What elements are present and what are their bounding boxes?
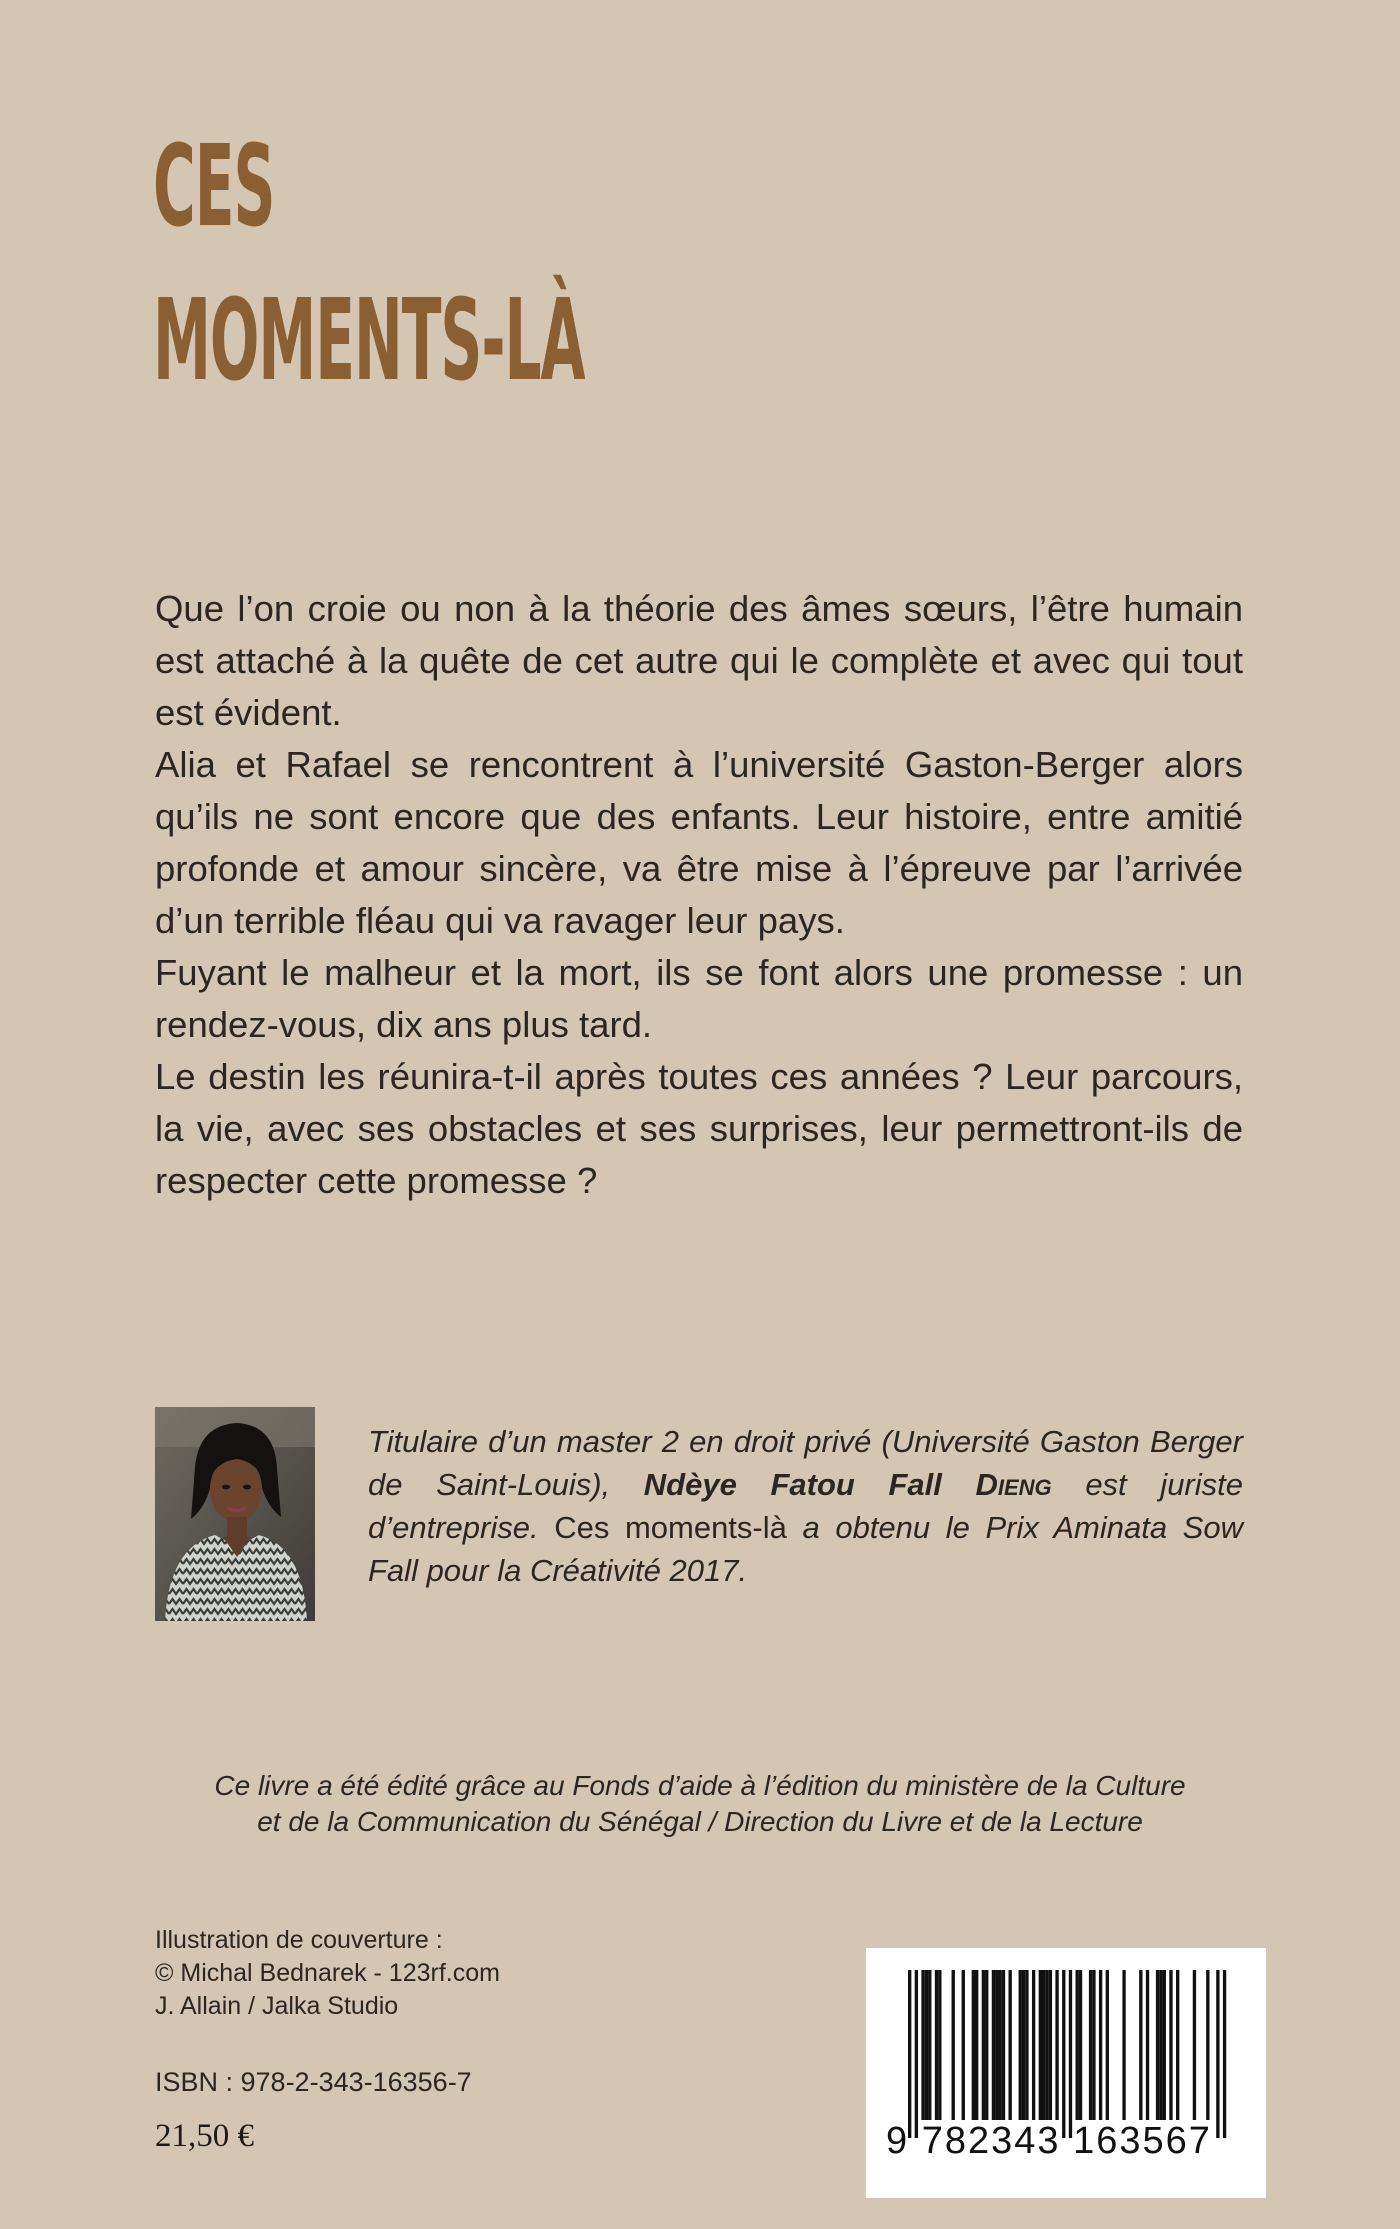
barcode-bar	[1216, 1970, 1219, 2138]
barcode-digits	[886, 2120, 1258, 2162]
barcode-bar	[938, 1970, 941, 2120]
barcode-bar	[985, 1970, 988, 2120]
book-title-line-1: CES	[153, 122, 275, 252]
barcode-bar	[1099, 1970, 1102, 2120]
barcode-bar	[1076, 1970, 1079, 2120]
barcode-bar	[972, 1970, 975, 2120]
author-bio-suffix: a obtenu le Prix Aminata Sow Fall pour la Créativité 2017.	[368, 1510, 1243, 1588]
author-photo	[155, 1407, 315, 1621]
barcode-bar	[1092, 1970, 1095, 2120]
author-bio-middle: est juriste d’entreprise.	[368, 1467, 1243, 1545]
author-bio	[368, 1420, 1243, 1592]
barcode-bar	[935, 1970, 938, 2120]
barcode	[866, 1948, 1266, 2198]
summary-paragraph-1: Que l’on croie ou non à la théorie des âmes sœurs, l’être humain est attaché à la quête de cet autre qui le complète et avec qui tout est évident.	[155, 588, 1243, 733]
barcode-bar	[925, 1970, 928, 2120]
summary-paragraph-4: Le destin les réunira-t-il après toutes ces années ? Leur parcours, la vie, avec ses obstacles et ses surprises, leur permettront-ils de respecter cette promesse ?	[155, 1056, 1243, 1201]
barcode-bar	[1045, 1970, 1048, 2120]
barcode-bar	[1089, 1970, 1092, 2120]
book-title	[153, 110, 585, 418]
author-name	[644, 1467, 1052, 1502]
barcode-bar	[995, 1970, 998, 2120]
barcode-first-digit: 9	[886, 2120, 910, 2162]
barcode-bar	[1169, 1970, 1172, 2120]
barcode-bar	[1122, 1970, 1125, 2120]
barcode-bar	[1206, 1970, 1209, 2120]
barcode-bar	[1176, 1970, 1179, 2120]
barcode-bar	[1042, 1970, 1045, 2120]
barcode-bar	[1079, 1970, 1082, 2120]
cover-credits-line-1: Illustration de couverture :	[155, 1926, 443, 1954]
barcode-left-group: 782343	[921, 2120, 1061, 2162]
barcode-bar	[1032, 1970, 1035, 2120]
funding-notice-line-1: Ce livre a été édité grâce au Fonds d’aide à l’édition du ministère de la Culture	[214, 1770, 1186, 1801]
barcode-bar	[1002, 1970, 1005, 2120]
price-label: 21,50 €	[155, 2118, 254, 2154]
barcode-bar	[1025, 1970, 1028, 2120]
barcode-bar	[1156, 1970, 1159, 2120]
barcode-bar	[1163, 1970, 1166, 2120]
summary-paragraph-3: Fuyant le malheur et la mort, ils se font alors une promesse : un rendez-vous, dix ans plus tard.	[155, 952, 1243, 1045]
barcode-bar	[1055, 1970, 1058, 2120]
barcode-bar	[1049, 1970, 1052, 2120]
barcode-bar	[962, 1970, 965, 2120]
barcode-bar	[1139, 1970, 1142, 2120]
barcode-bar	[1019, 1970, 1022, 2120]
author-bio-prefix: Titulaire d’un master 2 en droit privé (Université Gaston Berger de Saint-Louis),	[368, 1424, 1243, 1502]
barcode-bar	[1069, 1970, 1072, 2138]
book-summary	[155, 583, 1243, 1207]
cover-credits	[155, 1924, 500, 2023]
barcode-bar	[975, 1970, 978, 2120]
barcode-bar	[1193, 1970, 1196, 2120]
barcode-bar	[921, 1970, 924, 2120]
barcode-right-group: 163567	[1073, 2120, 1212, 2162]
author-name-first: Ndèye Fatou Fall	[643, 1467, 976, 1502]
barcode-bar	[992, 1970, 995, 2120]
barcode-bar	[1159, 1970, 1162, 2120]
barcode-bar	[952, 1970, 955, 2120]
barcode-bar	[998, 1970, 1001, 2120]
author-portrait-image	[155, 1407, 315, 1621]
summary-paragraph-2: Alia et Rafael se rencontrent à l’université Gaston-Berger alors qu’ils ne sont encore que des enfants. Leur histoire, entre amitié profonde et amour sincère, va être mise à l’épreuve par l’arrivée d’un terrible fléau qui va ravager leur pays.	[155, 744, 1243, 941]
barcode-bar	[1062, 1970, 1065, 2138]
barcode-bar	[1146, 1970, 1149, 2120]
book-title-line-2: MOMENTS-LÀ	[153, 276, 585, 406]
barcode-bar	[915, 1970, 918, 2138]
funding-notice	[140, 1768, 1260, 1840]
barcode-bar	[928, 1970, 931, 2120]
barcode-bar	[982, 1970, 985, 2120]
author-name-last: Dieng	[975, 1467, 1052, 1502]
author-bio-book-title: Ces moments-là	[554, 1510, 787, 1545]
cover-credits-line-2: © Michal Bednarek - 123rf.com	[155, 1959, 500, 1987]
barcode-bar	[1009, 1970, 1012, 2120]
barcode-bar	[1106, 1970, 1109, 2120]
barcode-bar	[1223, 1970, 1226, 2138]
barcode-bar	[908, 1970, 911, 2138]
funding-notice-line-2: et de la Communication du Sénégal / Direction du Livre et de la Lecture	[257, 1806, 1143, 1837]
barcode-bar	[1022, 1970, 1025, 2120]
barcode-bar	[1039, 1970, 1042, 2120]
cover-credits-line-3: J. Allain / Jalka Studio	[155, 1992, 399, 2020]
isbn-number: ISBN : 978-2-343-16356-7	[155, 2067, 472, 2097]
